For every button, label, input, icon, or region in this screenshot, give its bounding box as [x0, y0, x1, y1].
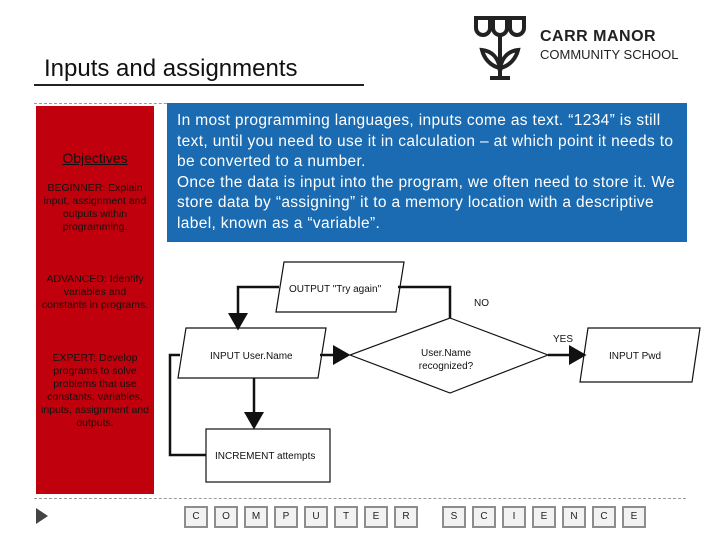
letter-tile: P: [274, 506, 298, 528]
logo-subtitle: COMMUNITY SCHOOL: [540, 47, 679, 62]
input-username-label: INPUT User.Name: [210, 351, 293, 362]
letter-tile: E: [364, 506, 388, 528]
output-label: OUTPUT "Try again": [289, 284, 382, 295]
letter-tile: T: [334, 506, 358, 528]
increment-left: [170, 355, 206, 455]
letter-tile: U: [304, 506, 328, 528]
slide-title: Inputs and assignments: [44, 55, 298, 82]
advanced-objective: ADVANCED: Identify variables and constants in programs.: [41, 273, 149, 311]
letter-tile: I: [502, 506, 526, 528]
next-slide-icon[interactable]: [34, 506, 50, 531]
letter-tile: S: [442, 506, 466, 528]
bottom-divider: [34, 498, 686, 499]
letter-tile: E: [532, 506, 556, 528]
letter-tile: E: [622, 506, 646, 528]
expert-objective: EXPERT: Develop programs to solve problems that use constants, variables, inputs, assignment and outputs.: [41, 352, 149, 429]
info-paragraph-2: Once the data is input into the program, we often need to store it. We store data by “assigning” it to a memory location with a descriptive label, known as a “variable”.: [177, 173, 676, 232]
letter-tile: R: [394, 506, 418, 528]
beginner-objective: BEGINNER: Explain input, assignment and outputs within programming.: [43, 182, 147, 233]
info-paragraph-1: In most programming languages, inputs come as text. “1234” is still text, until you need to use it in calculation – at which point it needs to be converted to a number.: [177, 112, 674, 170]
letter-tile: C: [184, 506, 208, 528]
no-label: NO: [474, 298, 489, 309]
loop-no-branch: [398, 287, 450, 318]
input-pwd-label: INPUT Pwd: [609, 351, 662, 362]
objectives-heading: Objectives: [62, 150, 128, 166]
loop-top-left: [238, 287, 279, 328]
logo-name: CARR MANOR: [540, 28, 657, 45]
increment-label: INCREMENT attempts: [215, 451, 316, 462]
decision-label: User.Name recognized?: [418, 348, 474, 372]
letter-tile: C: [472, 506, 496, 528]
letter-tile: O: [214, 506, 238, 528]
letter-tile: M: [244, 506, 268, 528]
letter-tile: N: [562, 506, 586, 528]
letter-tile: C: [592, 506, 616, 528]
yes-label: YES: [553, 334, 574, 345]
